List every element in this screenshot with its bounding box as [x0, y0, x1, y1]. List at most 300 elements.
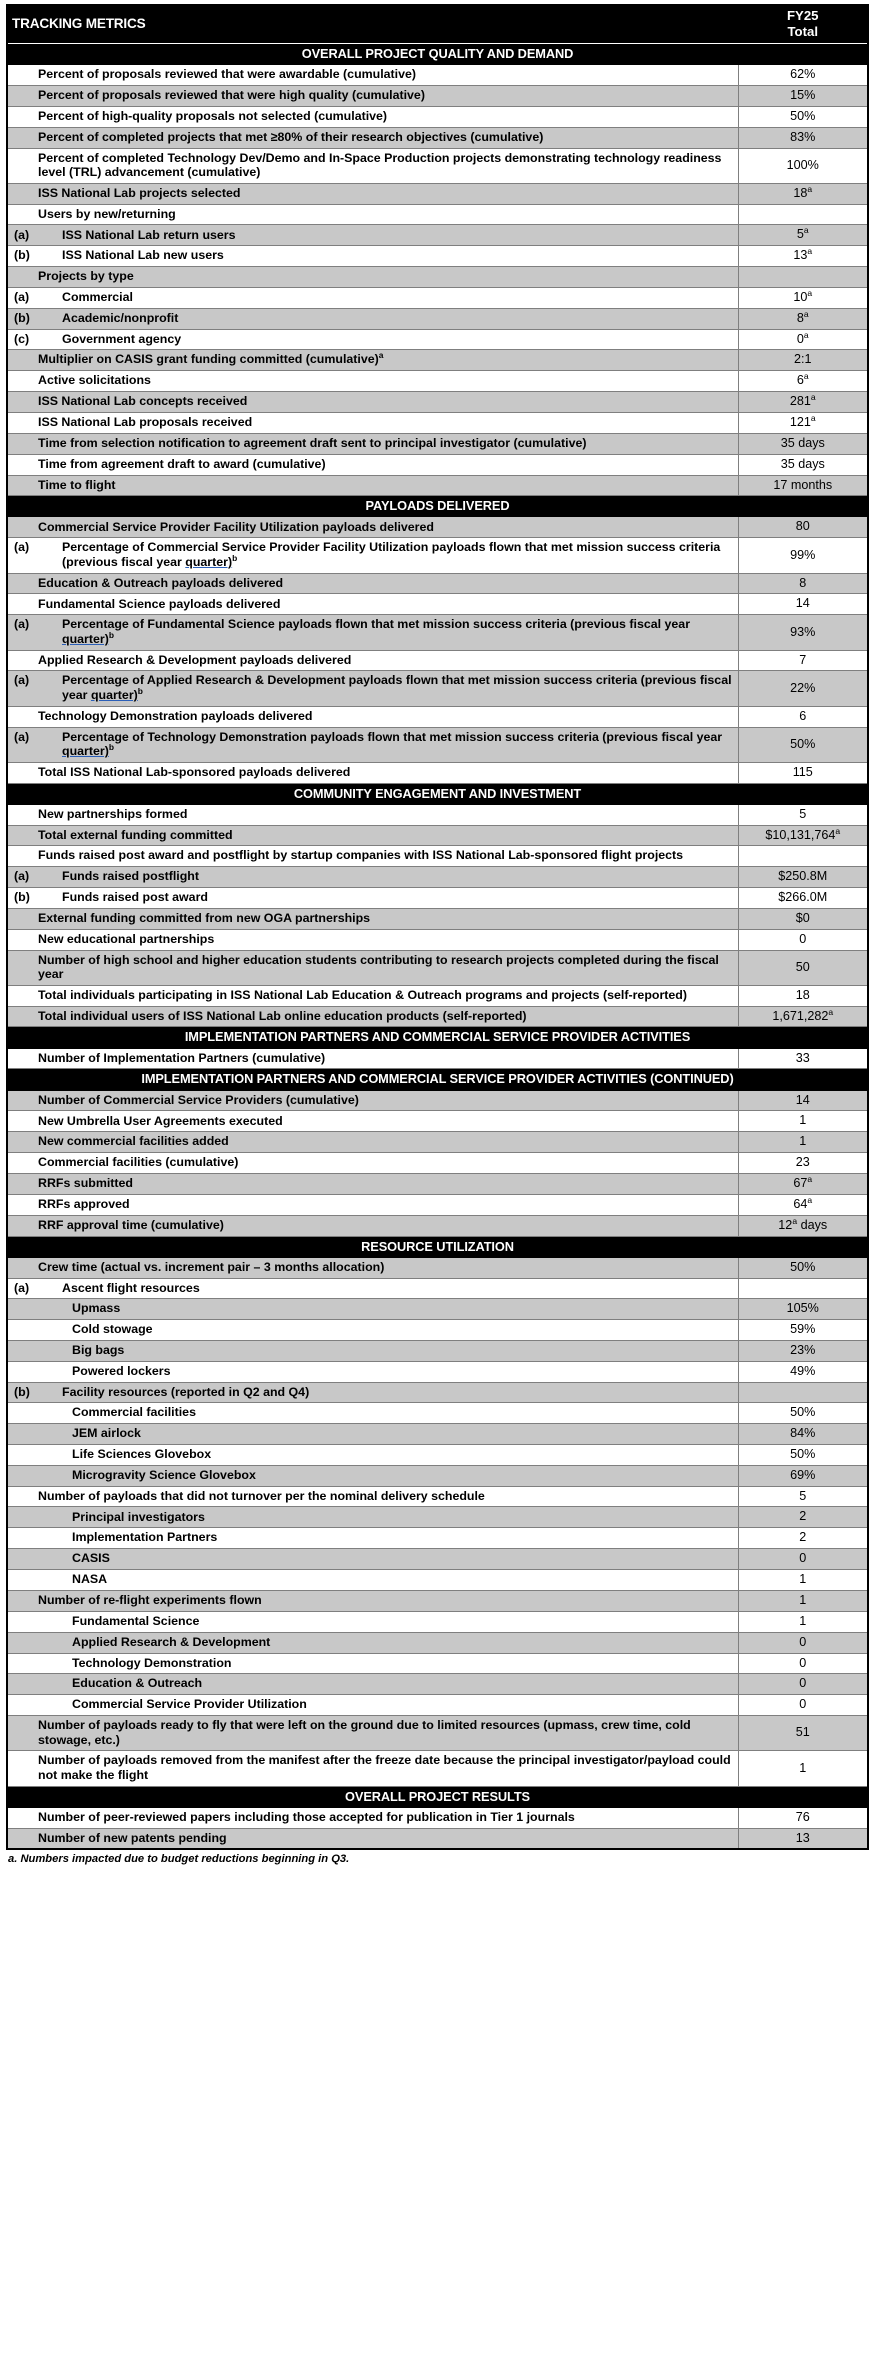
table-row	[7, 1590, 868, 1611]
section-header-row	[7, 496, 868, 517]
metric-label-cell	[7, 762, 738, 783]
section-header-label: COMMUNITY ENGAGEMENT AND INVESTMENT	[7, 783, 868, 804]
metric-number	[10, 394, 38, 409]
metric-number	[10, 1593, 38, 1608]
table-row	[7, 762, 868, 783]
metric-label-cell	[7, 86, 738, 107]
metric-value: $10,131,764	[765, 827, 836, 842]
metric-value-cell	[738, 1549, 868, 1570]
table-row	[7, 985, 868, 1006]
table-row	[7, 706, 868, 727]
table-row	[7, 1215, 868, 1236]
metric-number	[10, 1176, 38, 1191]
metric-value-cell	[738, 371, 868, 392]
table-row	[7, 1424, 868, 1445]
metric-label-cell	[7, 1611, 738, 1632]
metric-label-cell	[7, 1549, 738, 1570]
metric-value: 10	[793, 289, 808, 304]
metric-value-cell	[738, 1340, 868, 1361]
metric-label-cell	[7, 1111, 738, 1132]
metric-label-cell	[7, 1486, 738, 1507]
metric-value: 2	[799, 1509, 807, 1524]
metric-number	[10, 848, 38, 863]
table-row	[7, 350, 868, 371]
table-row	[7, 183, 868, 204]
metric-number	[10, 1489, 38, 1504]
metric-number	[10, 1831, 38, 1846]
table-row	[7, 225, 868, 246]
metric-value-cell	[738, 1570, 868, 1591]
metric-value-cell	[738, 1278, 868, 1299]
metric-value-cell	[738, 148, 868, 183]
section-header-row	[7, 44, 868, 65]
metric-label-cell	[7, 1828, 738, 1849]
metric-number	[10, 520, 38, 535]
metric-label-cell	[7, 1507, 738, 1528]
metric-number	[10, 1134, 38, 1149]
metric-value: 8	[796, 310, 804, 325]
metric-value-cell	[738, 762, 868, 783]
metric-value-cell	[738, 1319, 868, 1340]
metric-label-text: ISS National Lab concepts received	[38, 394, 248, 409]
header-metrics-label: TRACKING METRICS	[7, 5, 738, 44]
value-footnote-marker: a	[810, 391, 816, 402]
table-row	[7, 825, 868, 846]
table-row	[7, 454, 868, 475]
metric-value-cell	[738, 573, 868, 594]
metric-label-cell	[7, 825, 738, 846]
metric-label-text: CASIS	[72, 1551, 110, 1566]
metric-value-cell	[738, 1090, 868, 1111]
metric-label-text: Projects by type	[38, 269, 134, 284]
section-header-label: OVERALL PROJECT RESULTS	[7, 1786, 868, 1807]
metric-label-cell	[7, 1716, 738, 1751]
metric-label-text: Big bags	[72, 1342, 125, 1357]
metric-number: (a)	[14, 673, 30, 688]
metric-label-text: Commercial	[62, 289, 133, 304]
metric-label-cell	[7, 433, 738, 454]
metric-label-text: Powered lockers	[72, 1363, 171, 1378]
metric-label-text: Commercial facilities (cumulative)	[38, 1155, 239, 1170]
metric-value-cell	[738, 650, 868, 671]
metric-value: 67	[793, 1175, 808, 1190]
metric-label-cell	[7, 127, 738, 148]
header-fy-line2: Total	[787, 24, 819, 40]
metric-number	[10, 911, 38, 926]
metric-number	[10, 67, 38, 82]
metric-value-cell	[738, 1132, 868, 1153]
section-header-row	[7, 1236, 868, 1257]
quarter-link[interactable]: quarter)	[62, 631, 109, 646]
metric-value-cell	[738, 1048, 868, 1069]
metric-value: 6	[799, 708, 807, 723]
table-row	[7, 671, 868, 706]
table-row	[7, 1319, 868, 1340]
metric-label-text: Applied Research & Development	[72, 1634, 271, 1649]
metric-label-cell	[7, 538, 738, 573]
metric-label-cell	[7, 1278, 738, 1299]
metric-number	[10, 478, 38, 493]
table-row	[7, 1632, 868, 1653]
metric-label-text: Percentage of Applied Research & Development payloads flown that met mission success criteria (previous fiscal year	[62, 673, 732, 703]
metric-label-cell	[7, 1153, 738, 1174]
metric-label-text: Users by new/returning	[38, 206, 176, 221]
table-row	[7, 1132, 868, 1153]
label-footnote-marker: b	[137, 685, 143, 696]
metric-number: (a)	[14, 289, 30, 304]
metric-label-cell	[7, 204, 738, 225]
metric-value: 17 months	[773, 477, 833, 492]
table-row	[7, 1111, 868, 1132]
metric-number	[10, 1051, 38, 1066]
value-footnote-marker: a	[807, 246, 813, 257]
metric-number: (c)	[14, 331, 30, 346]
quarter-link[interactable]: quarter)	[185, 554, 233, 569]
table-row	[7, 65, 868, 86]
table-row	[7, 950, 868, 985]
metric-value: 14	[795, 596, 810, 611]
metric-label-text: Fundamental Science	[72, 1613, 200, 1628]
value-footnote-marker: a	[803, 371, 809, 382]
metric-value-cell	[738, 1257, 868, 1278]
table-row	[7, 1299, 868, 1320]
metric-value-cell	[738, 246, 868, 267]
metric-number	[10, 151, 38, 166]
metric-label-cell	[7, 1299, 738, 1320]
metric-value: 12	[778, 1217, 793, 1232]
metric-value: 50%	[790, 109, 816, 123]
metric-number	[10, 269, 38, 284]
table-row	[7, 1173, 868, 1194]
metric-label-text: Education & Outreach	[72, 1676, 203, 1691]
table-row	[7, 538, 868, 573]
table-row	[7, 867, 868, 888]
metric-value: 121	[789, 414, 811, 429]
metric-value-cell	[738, 65, 868, 86]
metric-value: 0	[799, 1676, 807, 1691]
metric-label-cell	[7, 846, 738, 867]
metric-label-cell	[7, 246, 738, 267]
metric-label-text: Time to flight	[38, 477, 116, 492]
metric-value: 100%	[786, 157, 819, 172]
table-row	[7, 1653, 868, 1674]
table-row	[7, 1048, 868, 1069]
metric-label-cell	[7, 887, 738, 908]
metric-value-cell	[738, 985, 868, 1006]
metric-number: (a)	[14, 617, 30, 632]
metric-label-cell	[7, 929, 738, 950]
metric-value: 76	[795, 1809, 810, 1824]
metric-value: 8	[799, 575, 807, 590]
table-row	[7, 1382, 868, 1403]
metric-value-cell	[738, 1674, 868, 1695]
metric-label-text: ISS National Lab return users	[62, 227, 236, 242]
metric-value: 93%	[790, 624, 816, 639]
table-row	[7, 650, 868, 671]
metric-label-cell	[7, 454, 738, 475]
metric-label-cell	[7, 267, 738, 288]
metric-label-cell	[7, 412, 738, 433]
metric-label-cell	[7, 1090, 738, 1111]
metric-label-cell	[7, 107, 738, 128]
metric-number	[10, 1753, 38, 1768]
metric-number	[10, 1260, 38, 1275]
metric-label-text: Commercial Service Provider Facility Utilization payloads delivered	[38, 519, 434, 534]
metric-value: 22%	[790, 680, 816, 695]
metric-label-text: Number of payloads that did not turnover per the nominal delivery schedule	[38, 1488, 485, 1503]
metric-label-cell	[7, 867, 738, 888]
metric-number	[10, 1155, 38, 1170]
table-row	[7, 908, 868, 929]
value-footnote-marker: a	[807, 183, 813, 194]
metric-value-cell	[738, 127, 868, 148]
table-row	[7, 287, 868, 308]
table-row	[7, 1278, 868, 1299]
metric-label-cell	[7, 350, 738, 371]
metric-label-cell	[7, 183, 738, 204]
table-row	[7, 1570, 868, 1591]
metric-label-cell	[7, 1653, 738, 1674]
metric-value-cell	[738, 1632, 868, 1653]
metric-value: 13	[793, 248, 808, 263]
metric-number	[10, 576, 38, 591]
metric-label-cell	[7, 1006, 738, 1027]
metric-label-text: Commercial Service Provider Utilization	[72, 1697, 307, 1712]
metric-value: 50%	[790, 1446, 816, 1461]
metric-number	[10, 1009, 38, 1024]
label-footnote-marker: b	[108, 742, 114, 753]
metric-number: (b)	[14, 890, 30, 905]
metric-label-cell	[7, 1132, 738, 1153]
metric-label-text: Percentage of Fundamental Science payloads flown that met mission success criteria (previous fiscal year	[62, 617, 691, 632]
metric-label-text: Number of peer-reviewed papers including those accepted for publication in Tier 1 journals	[38, 1809, 575, 1824]
table-row	[7, 1674, 868, 1695]
metric-number	[10, 1114, 38, 1129]
metric-value: 33	[795, 1050, 810, 1065]
metric-label-cell	[7, 475, 738, 496]
metric-value-cell	[738, 615, 868, 650]
metric-value-cell	[738, 329, 868, 350]
metric-value: 2	[799, 1530, 807, 1545]
metric-label-cell	[7, 1632, 738, 1653]
metric-number	[10, 828, 38, 843]
metric-label-cell	[7, 950, 738, 985]
metric-value-cell	[738, 454, 868, 475]
metric-value: $266.0M	[778, 889, 828, 904]
quarter-link[interactable]: quarter)	[62, 744, 109, 759]
section-header-row	[7, 1069, 868, 1090]
metric-value-cell	[738, 950, 868, 985]
metric-label-text: Percent of proposals reviewed that were high quality (cumulative)	[38, 88, 425, 103]
table-row	[7, 329, 868, 350]
metric-label-cell	[7, 1361, 738, 1382]
metric-label-cell	[7, 1570, 738, 1591]
section-header-label: OVERALL PROJECT QUALITY AND DEMAND	[7, 44, 868, 65]
table-body	[7, 5, 868, 1849]
metric-value-cell	[738, 706, 868, 727]
metric-value-cell	[738, 1403, 868, 1424]
quarter-link[interactable]: quarter)	[90, 688, 138, 703]
metric-value: 49%	[790, 1363, 816, 1378]
table-row	[7, 1549, 868, 1570]
metric-label-cell	[7, 671, 738, 706]
metric-label-text: Funds raised post award	[62, 890, 208, 905]
metric-label-cell	[7, 650, 738, 671]
table-row	[7, 1153, 868, 1174]
section-header-label: IMPLEMENTATION PARTNERS AND COMMERCIAL SERVICE PROVIDER ACTIVITIES	[7, 1027, 868, 1048]
metric-value-cell	[738, 887, 868, 908]
metric-label-cell	[7, 1048, 738, 1069]
metric-value-cell	[738, 908, 868, 929]
header-fy-line1: FY25	[786, 8, 819, 23]
table-row	[7, 1006, 868, 1027]
table-row	[7, 1465, 868, 1486]
metric-value: 0	[799, 1655, 807, 1670]
metric-value-cell	[738, 867, 868, 888]
metric-label-cell	[7, 1424, 738, 1445]
table-row	[7, 1444, 868, 1465]
metric-label-text: Government agency	[62, 331, 182, 346]
metric-number: (a)	[14, 540, 30, 555]
metric-value-cell	[738, 671, 868, 706]
metric-value-cell	[738, 287, 868, 308]
metric-label-text: Commercial facilities	[72, 1405, 196, 1420]
metric-value: 7	[799, 652, 807, 667]
metric-value-cell	[738, 1590, 868, 1611]
metric-number	[10, 207, 38, 222]
metric-value: 1	[799, 1134, 807, 1149]
metric-value-cell	[738, 1828, 868, 1849]
metric-label-cell	[7, 1695, 738, 1716]
table-row	[7, 308, 868, 329]
metric-number: (b)	[14, 248, 30, 263]
metric-value-cell	[738, 1507, 868, 1528]
metric-value-cell	[738, 1173, 868, 1194]
metric-label-text: Number of payloads ready to fly that were left on the ground due to limited resources (upmass, crew time, cold stowage, etc.)	[38, 1718, 691, 1747]
table-row	[7, 594, 868, 615]
metric-label-text: Implementation Partners	[72, 1530, 218, 1545]
metric-label-cell	[7, 573, 738, 594]
metric-label-text: Number of payloads removed from the manifest after the freeze date because the principal investigator/payload could not make the flight	[38, 1753, 731, 1782]
metric-value: 83%	[790, 129, 816, 144]
metric-number: (a)	[14, 227, 30, 242]
metric-value: 62%	[790, 67, 816, 82]
metric-number	[10, 932, 38, 947]
metric-label-cell	[7, 329, 738, 350]
metric-label-text: Applied Research & Development payloads delivered	[38, 652, 352, 667]
metric-label-text: Microgravity Science Glovebox	[72, 1467, 256, 1482]
value-footnote-marker: a	[807, 1194, 813, 1205]
metric-label-cell	[7, 1173, 738, 1194]
metric-value-cell	[738, 517, 868, 538]
metric-number	[10, 1218, 38, 1233]
metric-value: 18	[793, 185, 808, 200]
value-footnote-marker: a	[835, 825, 841, 836]
metric-value-cell	[738, 1299, 868, 1320]
metric-value: 64	[793, 1196, 808, 1211]
metric-label-cell	[7, 706, 738, 727]
metric-label-text: Technology Demonstration	[72, 1655, 232, 1670]
metric-label-text: New commercial facilities added	[38, 1134, 229, 1149]
metric-value: 13	[795, 1830, 810, 1845]
metric-value-cell	[738, 86, 868, 107]
metric-value-cell	[738, 1006, 868, 1027]
metric-label-cell	[7, 727, 738, 762]
metric-label-cell	[7, 804, 738, 825]
table-row	[7, 1257, 868, 1278]
metric-value: 105%	[786, 1301, 819, 1316]
table-row	[7, 475, 868, 496]
metric-value: 1	[799, 1113, 807, 1128]
metric-value-cell	[738, 225, 868, 246]
section-header-row	[7, 783, 868, 804]
header-fy-total	[738, 5, 868, 44]
metric-value: 50%	[790, 1259, 816, 1274]
metric-value-cell	[738, 538, 868, 573]
metric-label-text: RRFs approved	[38, 1196, 130, 1211]
metric-value: 80	[795, 519, 810, 534]
table-row	[7, 204, 868, 225]
metric-value: 1	[799, 1592, 807, 1607]
metric-label-text: Academic/nonprofit	[62, 310, 179, 325]
label-footnote-marker: b	[232, 552, 238, 563]
metric-label-text: ISS National Lab projects selected	[38, 186, 241, 201]
metric-value-cell	[738, 1653, 868, 1674]
metric-value-cell	[738, 804, 868, 825]
label-footnote-marker: b	[108, 629, 114, 640]
value-footnote-marker: a	[792, 1215, 798, 1226]
metric-label-text: Number of Implementation Partners (cumulative)	[38, 1050, 326, 1065]
metric-value-cell	[738, 1486, 868, 1507]
metric-label-cell	[7, 517, 738, 538]
metric-value-cell	[738, 1751, 868, 1786]
metric-label-text: Number of new patents pending	[38, 1830, 227, 1845]
metric-label-cell	[7, 1403, 738, 1424]
metric-label-text: Cold stowage	[72, 1322, 153, 1337]
metric-label-cell	[7, 1340, 738, 1361]
metric-label-cell	[7, 287, 738, 308]
table-row	[7, 433, 868, 454]
metric-value: 0	[799, 931, 807, 946]
metric-label-text: Time from selection notification to agreement draft sent to principal investigator (cumulative)	[38, 435, 587, 450]
metric-value-cell	[738, 350, 868, 371]
metric-value-cell	[738, 1153, 868, 1174]
metric-number: (b)	[14, 310, 30, 325]
section-header-label: RESOURCE UTILIZATION	[7, 1236, 868, 1257]
label-footnote-marker: a	[378, 350, 384, 361]
metric-label-cell	[7, 1444, 738, 1465]
metric-value: 50	[795, 959, 810, 974]
metric-label-text: Total external funding committed	[38, 827, 233, 842]
table-row	[7, 887, 868, 908]
metric-value-cell	[738, 1444, 868, 1465]
footnote-a: a. Numbers impacted due to budget reductions beginning in Q3.	[8, 1853, 350, 1866]
table-row	[7, 1194, 868, 1215]
table-row	[7, 1695, 868, 1716]
metric-value: 5	[799, 806, 807, 821]
metric-value-cell	[738, 1194, 868, 1215]
metric-value-cell	[738, 1215, 868, 1236]
value-footnote-marker: a	[803, 329, 809, 340]
metric-value: 23	[795, 1155, 810, 1170]
metric-value: 0	[799, 1697, 807, 1712]
section-header-row	[7, 1027, 868, 1048]
metric-number	[10, 709, 38, 724]
metric-value-cell	[738, 727, 868, 762]
metric-value: 5	[799, 1488, 807, 1503]
metric-label-text: RRF approval time (cumulative)	[38, 1217, 224, 1232]
metric-number	[10, 109, 38, 124]
